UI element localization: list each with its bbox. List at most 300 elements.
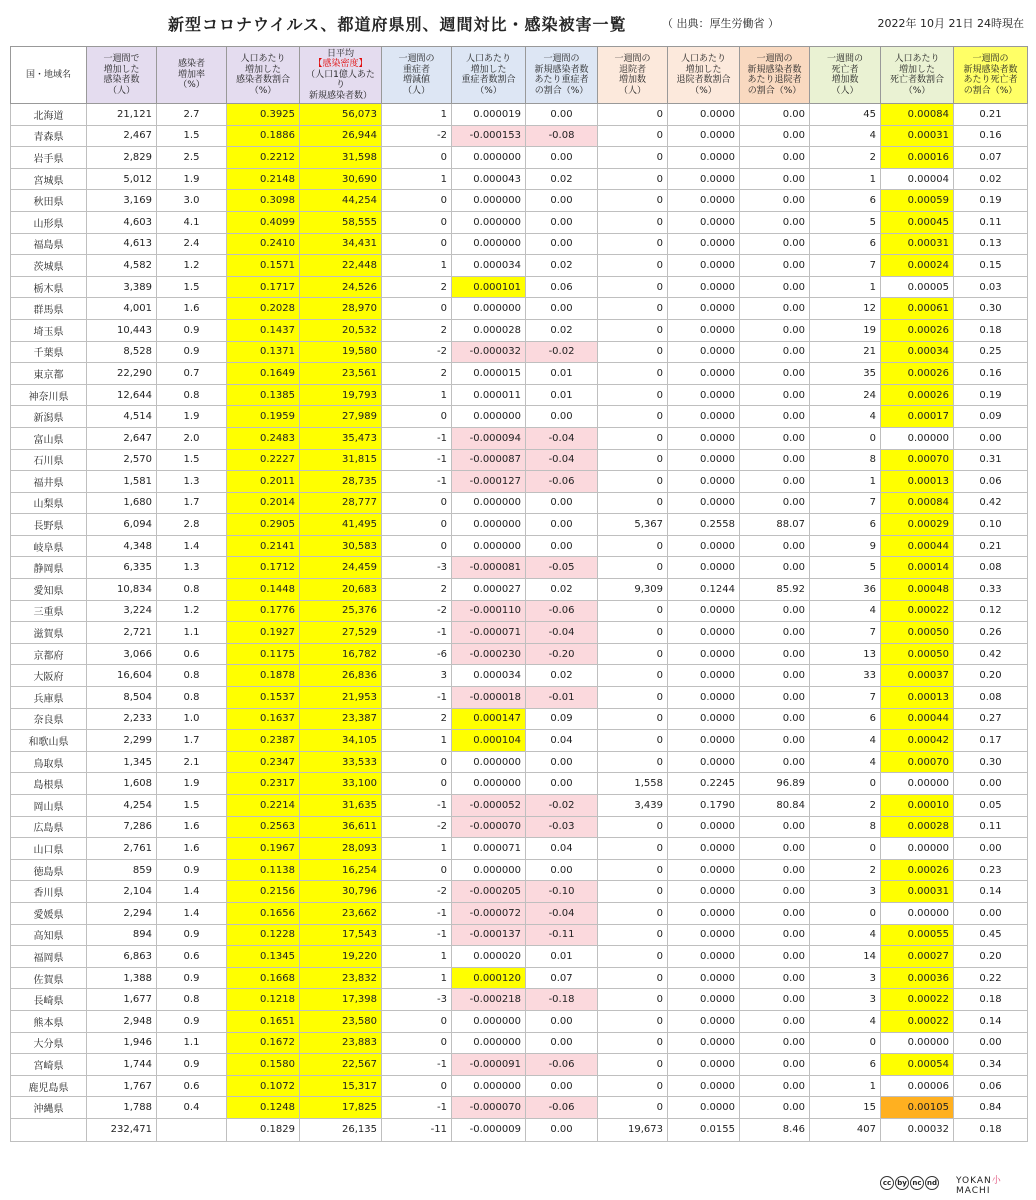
cell-weekly-cases: 3,224	[87, 600, 157, 622]
cell-deaths: 12	[810, 298, 881, 320]
cell-weekly-cases: 4,603	[87, 211, 157, 233]
cell-severe-ratio: 0.06	[526, 276, 598, 298]
cell-pref: 岐阜県	[11, 535, 87, 557]
cell-discharged-ratio: 0.00	[740, 967, 810, 989]
cell-severe-per-pop: 0.000000	[452, 1010, 526, 1032]
cell-case-growth: 1.5	[157, 276, 227, 298]
cell-cases-per-pop: 0.2387	[227, 730, 300, 752]
cell-deaths: 7	[810, 492, 881, 514]
cell-severe-per-pop: 0.000015	[452, 363, 526, 385]
cell-severe-change: -2	[382, 600, 452, 622]
cell-severe-ratio: 0.02	[526, 665, 598, 687]
table-row	[11, 989, 1028, 1011]
cell-deaths-per-pop: 0.00000	[881, 902, 954, 924]
cell-cases-per-pop: 0.1218	[227, 989, 300, 1011]
cell-severe-change: -3	[382, 989, 452, 1011]
cell-severe-ratio: -0.06	[526, 600, 598, 622]
cell-severe-per-pop: -0.000072	[452, 902, 526, 924]
cell-cases-per-pop: 0.2410	[227, 233, 300, 255]
cell-severe-change: 0	[382, 1075, 452, 1097]
cell-severe-ratio: 0.04	[526, 730, 598, 752]
cell-discharged-ratio: 0.00	[740, 1054, 810, 1076]
cell-severe-change: 0	[382, 1032, 452, 1054]
cell-discharged: 0	[598, 989, 668, 1011]
table-row	[11, 147, 1028, 169]
cell-severe-change: 1	[382, 946, 452, 968]
cell-cases-per-pop: 0.3098	[227, 190, 300, 212]
header-death-ratio: 一週間の 新規感染者数 あたり死亡者 の割合（%）	[954, 47, 1028, 104]
cell-case-growth: 2.1	[157, 751, 227, 773]
cell-discharged: 0	[598, 298, 668, 320]
cell-death-ratio: 0.18	[954, 1118, 1028, 1141]
cell-case-growth: 0.9	[157, 1054, 227, 1076]
cell-discharged-per-pop: 0.0000	[668, 492, 740, 514]
cell-cases-per-pop: 0.1138	[227, 859, 300, 881]
table-row	[11, 406, 1028, 428]
cell-severe-change: -1	[382, 795, 452, 817]
timestamp: 2022年 10月 21日 24時現在	[877, 17, 1024, 30]
table-row	[11, 600, 1028, 622]
cell-deaths-per-pop: 0.00022	[881, 1010, 954, 1032]
cell-case-growth: 1.5	[157, 795, 227, 817]
license-badge	[880, 1170, 940, 1188]
cell-discharged-per-pop: 0.0000	[668, 902, 740, 924]
cell-discharged: 0	[598, 946, 668, 968]
cell-severe-per-pop: -0.000110	[452, 600, 526, 622]
cell-discharged-ratio: 0.00	[740, 1097, 810, 1119]
cell-pref: 滋賀県	[11, 622, 87, 644]
cell-discharged-per-pop: 0.0000	[668, 859, 740, 881]
cell-cases-per-pop: 0.1175	[227, 643, 300, 665]
cell-deaths-per-pop: 0.00050	[881, 622, 954, 644]
cell-severe-change: -1	[382, 622, 452, 644]
table-row	[11, 1097, 1028, 1119]
cell-severe-ratio: -0.08	[526, 125, 598, 147]
cell-deaths-per-pop: 0.00022	[881, 989, 954, 1011]
cell-severe-ratio: -0.18	[526, 989, 598, 1011]
cell-deaths: 5	[810, 211, 881, 233]
cell-daily-avg: 27,989	[300, 406, 382, 428]
cell-deaths-per-pop: 0.00000	[881, 427, 954, 449]
cell-daily-avg: 27,529	[300, 622, 382, 644]
cell-daily-avg: 26,135	[300, 1118, 382, 1141]
cell-discharged-per-pop: 0.0000	[668, 751, 740, 773]
cell-severe-ratio: 0.02	[526, 168, 598, 190]
header-severe-per-pop: 人口あたり 増加した 重症者数割合 （%）	[452, 47, 526, 104]
cell-death-ratio: 0.22	[954, 967, 1028, 989]
cell-deaths: 1	[810, 471, 881, 493]
cell-daily-avg: 20,532	[300, 319, 382, 341]
cell-death-ratio: 0.02	[954, 168, 1028, 190]
cell-severe-per-pop: 0.000000	[452, 859, 526, 881]
table-row	[11, 492, 1028, 514]
cell-daily-avg: 19,220	[300, 946, 382, 968]
cell-cases-per-pop: 0.4099	[227, 211, 300, 233]
cell-cases-per-pop: 0.1717	[227, 276, 300, 298]
cell-deaths-per-pop: 0.00048	[881, 579, 954, 601]
cell-discharged-ratio: 0.00	[740, 255, 810, 277]
cell-severe-ratio: 0.00	[526, 406, 598, 428]
cell-discharged: 0	[598, 751, 668, 773]
table-row	[11, 708, 1028, 730]
cell-deaths-per-pop: 0.00028	[881, 816, 954, 838]
cell-death-ratio: 0.31	[954, 449, 1028, 471]
cell-cases-per-pop: 0.1886	[227, 125, 300, 147]
cell-death-ratio: 0.34	[954, 1054, 1028, 1076]
cell-death-ratio: 0.05	[954, 795, 1028, 817]
cell-death-ratio: 0.26	[954, 622, 1028, 644]
cell-deaths-per-pop: 0.00037	[881, 665, 954, 687]
cell-severe-change: 0	[382, 1010, 452, 1032]
cell-death-ratio: 0.13	[954, 233, 1028, 255]
cell-case-growth: 1.0	[157, 708, 227, 730]
cell-deaths-per-pop: 0.00005	[881, 276, 954, 298]
cell-weekly-cases: 4,254	[87, 795, 157, 817]
cell-discharged-ratio: 0.00	[740, 665, 810, 687]
cell-severe-per-pop: -0.000094	[452, 427, 526, 449]
cell-discharged: 0	[598, 384, 668, 406]
cell-severe-per-pop: 0.000011	[452, 384, 526, 406]
cell-discharged-ratio: 0.00	[740, 557, 810, 579]
cell-weekly-cases: 3,169	[87, 190, 157, 212]
table-body	[11, 104, 1028, 1142]
table-row	[11, 881, 1028, 903]
table-row	[11, 125, 1028, 147]
cell-weekly-cases: 1,677	[87, 989, 157, 1011]
cell-weekly-cases: 2,233	[87, 708, 157, 730]
cell-severe-ratio: 0.01	[526, 946, 598, 968]
cell-case-growth: 1.4	[157, 902, 227, 924]
cell-severe-ratio: 0.01	[526, 384, 598, 406]
cell-severe-per-pop: 0.000120	[452, 967, 526, 989]
cell-deaths: 8	[810, 816, 881, 838]
table-row	[11, 665, 1028, 687]
header-discharged-ratio: 一週間の 新規感染者数 あたり退院者 の割合（%）	[740, 47, 810, 104]
table-row	[11, 298, 1028, 320]
cell-deaths-per-pop: 0.00024	[881, 255, 954, 277]
cell-discharged: 1,558	[598, 773, 668, 795]
cell-pref: 京都府	[11, 643, 87, 665]
cell-deaths: 8	[810, 449, 881, 471]
cell-weekly-cases: 1,608	[87, 773, 157, 795]
cell-deaths-per-pop: 0.00044	[881, 535, 954, 557]
cell-severe-per-pop: 0.000034	[452, 665, 526, 687]
cell-pref: 山口県	[11, 838, 87, 860]
cell-daily-avg: 34,105	[300, 730, 382, 752]
cell-severe-per-pop: -0.000052	[452, 795, 526, 817]
cell-case-growth: 4.1	[157, 211, 227, 233]
cell-death-ratio: 0.15	[954, 255, 1028, 277]
cell-daily-avg: 23,387	[300, 708, 382, 730]
cell-cases-per-pop: 0.2011	[227, 471, 300, 493]
cell-pref: 山形県	[11, 211, 87, 233]
cell-discharged-per-pop: 0.0000	[668, 924, 740, 946]
cell-severe-ratio: 0.00	[526, 859, 598, 881]
cell-pref: 福岡県	[11, 946, 87, 968]
cell-deaths-per-pop: 0.00055	[881, 924, 954, 946]
cell-severe-per-pop: -0.000153	[452, 125, 526, 147]
cell-discharged: 0	[598, 730, 668, 752]
cell-weekly-cases: 2,299	[87, 730, 157, 752]
cell-daily-avg: 31,635	[300, 795, 382, 817]
cell-deaths: 19	[810, 319, 881, 341]
cell-discharged: 0	[598, 104, 668, 126]
cell-severe-ratio: -0.02	[526, 341, 598, 363]
cell-deaths-per-pop: 0.00084	[881, 492, 954, 514]
cell-deaths-per-pop: 0.00070	[881, 449, 954, 471]
cell-discharged-ratio: 0.00	[740, 427, 810, 449]
cell-deaths: 15	[810, 1097, 881, 1119]
cell-discharged: 0	[598, 319, 668, 341]
cell-deaths-per-pop: 0.00105	[881, 1097, 954, 1119]
cell-weekly-cases: 1,345	[87, 751, 157, 773]
cell-severe-per-pop: -0.000218	[452, 989, 526, 1011]
cell-deaths: 0	[810, 902, 881, 924]
cell-death-ratio: 0.00	[954, 427, 1028, 449]
cell-severe-ratio: 0.00	[526, 535, 598, 557]
table-row	[11, 902, 1028, 924]
cell-pref: 鳥取県	[11, 751, 87, 773]
cell-daily-avg: 58,555	[300, 211, 382, 233]
cell-deaths-per-pop: 0.00059	[881, 190, 954, 212]
cell-discharged-per-pop: 0.0000	[668, 255, 740, 277]
cell-deaths-per-pop: 0.00026	[881, 859, 954, 881]
cell-deaths: 1	[810, 168, 881, 190]
cell-discharged-ratio: 0.00	[740, 1075, 810, 1097]
cell-pref: 東京都	[11, 363, 87, 385]
cell-deaths-per-pop: 0.00031	[881, 881, 954, 903]
cell-deaths: 6	[810, 233, 881, 255]
cell-weekly-cases: 4,613	[87, 233, 157, 255]
cell-severe-per-pop: -0.000018	[452, 687, 526, 709]
cell-case-growth	[157, 1118, 227, 1141]
cell-cases-per-pop: 0.1959	[227, 406, 300, 428]
cell-weekly-cases: 232,471	[87, 1118, 157, 1141]
cell-weekly-cases: 10,834	[87, 579, 157, 601]
cell-discharged-per-pop: 0.0000	[668, 427, 740, 449]
header-severe-change: 一週間の 重症者 増減値 （人）	[382, 47, 452, 104]
cell-discharged-per-pop: 0.2245	[668, 773, 740, 795]
cell-weekly-cases: 5,012	[87, 168, 157, 190]
cell-deaths: 1	[810, 276, 881, 298]
cell-severe-per-pop: -0.000127	[452, 471, 526, 493]
cell-death-ratio: 0.10	[954, 514, 1028, 536]
cell-weekly-cases: 859	[87, 859, 157, 881]
cell-severe-change: 2	[382, 579, 452, 601]
cell-discharged: 0	[598, 1054, 668, 1076]
cell-discharged-ratio: 8.46	[740, 1118, 810, 1141]
cell-discharged-ratio: 88.07	[740, 514, 810, 536]
header-density-label: 【感染密度】	[313, 59, 368, 70]
cell-deaths: 9	[810, 535, 881, 557]
cell-discharged-per-pop: 0.0000	[668, 319, 740, 341]
cell-pref: 神奈川県	[11, 384, 87, 406]
cell-pref: 高知県	[11, 924, 87, 946]
cell-daily-avg: 24,526	[300, 276, 382, 298]
cell-weekly-cases: 6,094	[87, 514, 157, 536]
cell-deaths: 0	[810, 1032, 881, 1054]
cell-discharged: 0	[598, 1010, 668, 1032]
cell-pref: 山梨県	[11, 492, 87, 514]
cell-cases-per-pop: 0.1571	[227, 255, 300, 277]
cell-weekly-cases: 2,721	[87, 622, 157, 644]
cell-pref: 茨城県	[11, 255, 87, 277]
cell-daily-avg: 31,598	[300, 147, 382, 169]
cell-weekly-cases: 1,581	[87, 471, 157, 493]
cell-cases-per-pop: 0.1448	[227, 579, 300, 601]
cell-discharged-per-pop: 0.0000	[668, 665, 740, 687]
cell-weekly-cases: 6,863	[87, 946, 157, 968]
cell-deaths-per-pop: 0.00054	[881, 1054, 954, 1076]
cell-deaths: 4	[810, 924, 881, 946]
cell-case-growth: 0.6	[157, 946, 227, 968]
table-row	[11, 190, 1028, 212]
cell-weekly-cases: 12,644	[87, 384, 157, 406]
cell-pref: 新潟県	[11, 406, 87, 428]
cell-deaths-per-pop: 0.00031	[881, 125, 954, 147]
cell-weekly-cases: 2,467	[87, 125, 157, 147]
nd-icon: nd	[925, 1176, 939, 1190]
cell-discharged-per-pop: 0.0000	[668, 363, 740, 385]
cell-discharged-ratio: 0.00	[740, 190, 810, 212]
cell-death-ratio: 0.16	[954, 363, 1028, 385]
cell-case-growth: 1.1	[157, 1032, 227, 1054]
cell-deaths-per-pop: 0.00027	[881, 946, 954, 968]
cell-death-ratio: 0.33	[954, 579, 1028, 601]
cell-death-ratio: 0.08	[954, 557, 1028, 579]
cell-death-ratio: 0.08	[954, 687, 1028, 709]
cell-discharged-ratio: 96.89	[740, 773, 810, 795]
cell-case-growth: 0.9	[157, 924, 227, 946]
cell-weekly-cases: 2,948	[87, 1010, 157, 1032]
cell-cases-per-pop: 0.1668	[227, 967, 300, 989]
cell-deaths: 0	[810, 773, 881, 795]
cell-severe-per-pop: 0.000019	[452, 104, 526, 126]
header-weekly-cases: 一週間で 増加した 感染者数 （人）	[87, 47, 157, 104]
table-row	[11, 319, 1028, 341]
table-row	[11, 276, 1028, 298]
cell-case-growth: 1.9	[157, 168, 227, 190]
cell-discharged-per-pop: 0.0000	[668, 600, 740, 622]
cell-case-growth: 1.6	[157, 816, 227, 838]
cell-death-ratio: 0.06	[954, 471, 1028, 493]
cell-severe-per-pop: 0.000000	[452, 514, 526, 536]
cell-case-growth: 0.8	[157, 665, 227, 687]
cell-discharged: 0	[598, 967, 668, 989]
cell-severe-per-pop: -0.000087	[452, 449, 526, 471]
cell-severe-per-pop: 0.000000	[452, 1032, 526, 1054]
cell-deaths-per-pop: 0.00061	[881, 298, 954, 320]
cell-severe-per-pop: 0.000027	[452, 579, 526, 601]
cell-discharged: 0	[598, 687, 668, 709]
table-row	[11, 104, 1028, 126]
cell-daily-avg: 23,832	[300, 967, 382, 989]
table-row	[11, 838, 1028, 860]
cell-case-growth: 0.4	[157, 1097, 227, 1119]
cell-case-growth: 2.5	[157, 147, 227, 169]
cell-case-growth: 2.0	[157, 427, 227, 449]
cell-deaths-per-pop: 0.00022	[881, 600, 954, 622]
table-row	[11, 859, 1028, 881]
cell-weekly-cases: 1,788	[87, 1097, 157, 1119]
table-row	[11, 924, 1028, 946]
cell-discharged: 0	[598, 859, 668, 881]
cell-daily-avg: 26,944	[300, 125, 382, 147]
cell-discharged-ratio: 0.00	[740, 751, 810, 773]
cell-cases-per-pop: 0.3925	[227, 104, 300, 126]
cell-case-growth: 0.7	[157, 363, 227, 385]
table-row	[11, 751, 1028, 773]
cell-death-ratio: 0.11	[954, 816, 1028, 838]
cell-death-ratio: 0.00	[954, 773, 1028, 795]
cell-case-growth: 0.8	[157, 989, 227, 1011]
cell-case-growth: 1.3	[157, 557, 227, 579]
cell-death-ratio: 0.09	[954, 406, 1028, 428]
cell-daily-avg: 25,376	[300, 600, 382, 622]
cell-discharged: 0	[598, 168, 668, 190]
cell-discharged: 0	[598, 471, 668, 493]
table-row	[11, 233, 1028, 255]
cell-discharged-per-pop: 0.0000	[668, 557, 740, 579]
cell-discharged: 0	[598, 255, 668, 277]
cell-discharged-per-pop: 0.0000	[668, 967, 740, 989]
cell-severe-per-pop: 0.000000	[452, 751, 526, 773]
cell-daily-avg: 23,580	[300, 1010, 382, 1032]
header-case-growth: 感染者 増加率 （%）	[157, 47, 227, 104]
cell-severe-per-pop: -0.000230	[452, 643, 526, 665]
cell-discharged-ratio: 0.00	[740, 1032, 810, 1054]
cell-severe-ratio: 0.00	[526, 751, 598, 773]
cell-severe-ratio: -0.02	[526, 795, 598, 817]
cell-case-growth: 0.9	[157, 341, 227, 363]
cell-discharged-per-pop: 0.1790	[668, 795, 740, 817]
cell-discharged: 5,367	[598, 514, 668, 536]
header-deaths: 一週間の 死亡者 増加数 （人）	[810, 47, 881, 104]
cell-discharged-per-pop: 0.0000	[668, 643, 740, 665]
cell-cases-per-pop: 0.2317	[227, 773, 300, 795]
table-row	[11, 427, 1028, 449]
cell-discharged: 0	[598, 816, 668, 838]
cell-death-ratio: 0.42	[954, 643, 1028, 665]
cell-discharged-per-pop: 0.0000	[668, 730, 740, 752]
cell-deaths-per-pop: 0.00016	[881, 147, 954, 169]
cell-severe-per-pop: -0.000205	[452, 881, 526, 903]
cell-deaths: 35	[810, 363, 881, 385]
cell-deaths-per-pop: 0.00013	[881, 471, 954, 493]
cell-discharged: 0	[598, 902, 668, 924]
cell-discharged: 0	[598, 190, 668, 212]
cell-case-growth: 1.7	[157, 492, 227, 514]
cell-daily-avg: 28,970	[300, 298, 382, 320]
cell-severe-ratio: -0.03	[526, 816, 598, 838]
cell-discharged-ratio: 0.00	[740, 406, 810, 428]
cell-deaths-per-pop: 0.00017	[881, 406, 954, 428]
cell-death-ratio: 0.21	[954, 104, 1028, 126]
cell-discharged: 0	[598, 427, 668, 449]
cell-discharged-ratio: 0.00	[740, 730, 810, 752]
cell-discharged-ratio: 0.00	[740, 687, 810, 709]
cell-discharged-per-pop: 0.0000	[668, 298, 740, 320]
cell-discharged-ratio: 0.00	[740, 449, 810, 471]
cell-cases-per-pop: 0.1649	[227, 363, 300, 385]
cell-death-ratio: 0.21	[954, 535, 1028, 557]
cell-severe-per-pop: 0.000000	[452, 233, 526, 255]
cell-death-ratio: 0.20	[954, 946, 1028, 968]
cell-discharged-ratio: 0.00	[740, 104, 810, 126]
cell-severe-ratio: 0.00	[526, 1118, 598, 1141]
cell-severe-per-pop: 0.000000	[452, 1075, 526, 1097]
table-row	[11, 557, 1028, 579]
